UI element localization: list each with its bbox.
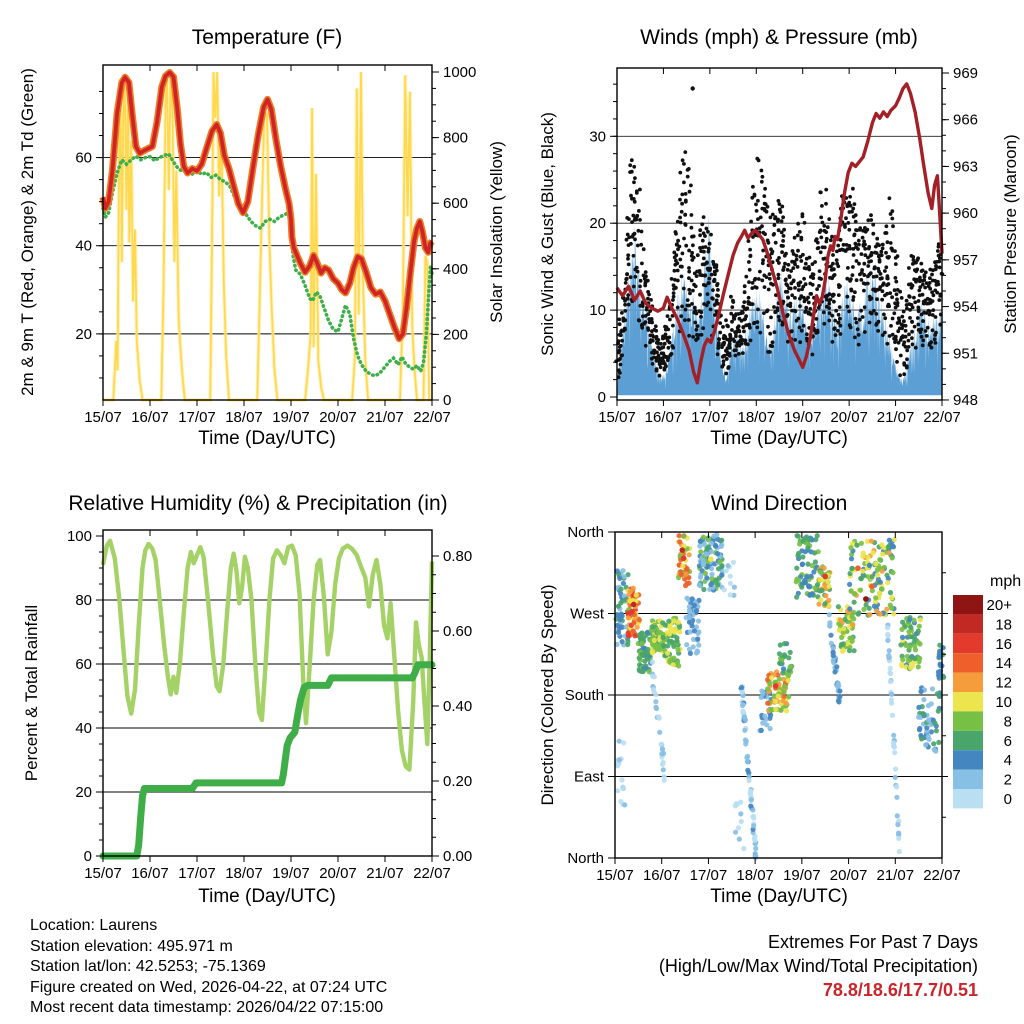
svg-text:10: 10 [589, 302, 606, 320]
figure-created-line: Figure created on Wed, 2026-04-22, at 07:24 UTC [30, 978, 388, 996]
svg-text:17/07: 17/07 [689, 867, 728, 884]
direction-xaxis-label: Time (Day/UTC) [710, 886, 848, 907]
svg-text:0.80: 0.80 [443, 548, 473, 565]
svg-text:0.60: 0.60 [443, 623, 473, 640]
svg-text:19/07: 19/07 [783, 409, 822, 426]
winds-xaxis-label: Time (Day/UTC) [710, 428, 848, 449]
svg-text:17/07: 17/07 [178, 865, 216, 882]
svg-text:20: 20 [75, 784, 92, 801]
winds-chart [589, 65, 978, 426]
svg-text:40: 40 [75, 720, 92, 737]
temperature-xaxis-label: Time (Day/UTC) [198, 428, 336, 449]
svg-text:12: 12 [995, 674, 1012, 692]
svg-text:0.00: 0.00 [443, 848, 473, 865]
svg-text:0: 0 [83, 848, 92, 865]
svg-text:0.20: 0.20 [443, 773, 473, 790]
svg-text:400: 400 [443, 260, 469, 278]
extremes-subtitle: (High/Low/Max Wind/Total Precipitation) [658, 956, 978, 976]
svg-text:17/07: 17/07 [691, 409, 729, 426]
humidity-chart [67, 528, 472, 882]
svg-text:957: 957 [953, 251, 979, 269]
svg-text:16/07: 16/07 [642, 867, 681, 884]
svg-text:20: 20 [75, 325, 92, 343]
svg-text:60: 60 [75, 149, 92, 167]
svg-text:30: 30 [589, 128, 606, 146]
svg-text:60: 60 [75, 656, 92, 673]
svg-text:21/07: 21/07 [366, 409, 404, 426]
winds-yaxis-right-label: Station Pressure (Maroon) [1001, 134, 1020, 334]
speed-colorbar [953, 573, 1021, 808]
humidity-xaxis-label: Time (Day/UTC) [198, 886, 336, 907]
svg-text:0.40: 0.40 [443, 698, 473, 715]
svg-text:West: West [570, 605, 604, 623]
station-latlon: Station lat/lon: 42.5253; -75.1369 [30, 958, 266, 975]
svg-text:18/07: 18/07 [737, 409, 776, 426]
svg-text:22/07: 22/07 [923, 867, 961, 884]
svg-text:22/07: 22/07 [413, 865, 451, 882]
svg-text:966: 966 [953, 111, 979, 129]
wind-direction-chart [565, 524, 961, 884]
svg-text:948: 948 [953, 391, 979, 409]
humidity-chart-title: Relative Humidity (%) & Precipitation (in) [68, 492, 448, 515]
extremes-values: 78.8/18.6/17.7/0.51 [822, 980, 978, 1000]
svg-text:16/07: 16/07 [644, 409, 683, 426]
svg-text:1000: 1000 [443, 64, 477, 81]
svg-text:20/07: 20/07 [319, 865, 357, 882]
svg-text:969: 969 [953, 65, 979, 82]
winds-chart-title: Winds (mph) & Pressure (mb) [640, 26, 918, 49]
svg-text:8: 8 [1003, 713, 1012, 731]
temperature-yaxis-left-label: 2m & 9m T (Red, Orange) & 2m Td (Green) [18, 68, 37, 396]
svg-text:East: East [573, 768, 604, 786]
svg-text:10: 10 [995, 694, 1012, 711]
temperature-chart [75, 64, 476, 426]
direction-yaxis-left-label: Direction (Colored By Speed) [538, 584, 557, 806]
svg-text:North: North [567, 524, 604, 541]
svg-text:4: 4 [1003, 752, 1012, 770]
svg-text:21/07: 21/07 [366, 865, 404, 882]
svg-text:South: South [564, 687, 604, 704]
svg-text:18/07: 18/07 [736, 867, 774, 884]
svg-text:600: 600 [443, 195, 469, 213]
svg-text:16: 16 [995, 635, 1012, 653]
svg-text:20/07: 20/07 [319, 409, 357, 426]
svg-text:mph: mph [990, 573, 1022, 590]
svg-text:14: 14 [995, 655, 1012, 673]
svg-text:22/07: 22/07 [413, 409, 451, 426]
svg-text:0: 0 [597, 389, 606, 406]
svg-text:963: 963 [953, 158, 979, 176]
svg-text:19/07: 19/07 [783, 867, 821, 884]
recent-timestamp-line: Most recent data timestamp: 2026/04/22 07:15:00 [30, 999, 384, 1016]
svg-text:15/07: 15/07 [598, 409, 636, 426]
svg-text:0: 0 [443, 392, 452, 409]
svg-text:21/07: 21/07 [876, 409, 915, 426]
svg-text:21/07: 21/07 [876, 867, 915, 884]
svg-text:15/07: 15/07 [84, 409, 122, 426]
svg-text:22/07: 22/07 [923, 409, 961, 426]
svg-text:15/07: 15/07 [596, 867, 634, 884]
temperature-chart-title: Temperature (F) [191, 26, 343, 49]
svg-text:20/07: 20/07 [830, 409, 868, 426]
svg-text:North: North [567, 850, 604, 867]
svg-text:40: 40 [75, 237, 92, 255]
svg-text:6: 6 [1003, 732, 1012, 750]
svg-text:80: 80 [75, 592, 92, 609]
svg-text:19/07: 19/07 [272, 409, 310, 426]
svg-text:19/07: 19/07 [272, 865, 310, 882]
station-location: Location: Laurens [30, 917, 158, 934]
svg-text:16/07: 16/07 [131, 865, 169, 882]
svg-text:17/07: 17/07 [178, 409, 216, 426]
svg-text:100: 100 [66, 528, 92, 545]
extremes-block [659, 930, 978, 1002]
svg-text:20+: 20+ [986, 597, 1012, 614]
svg-text:18: 18 [995, 616, 1012, 634]
station-elevation: Station elevation: 495.971 m [30, 937, 233, 955]
svg-text:20/07: 20/07 [829, 867, 868, 884]
svg-text:18/07: 18/07 [225, 409, 263, 426]
svg-text:800: 800 [443, 129, 469, 147]
winds-yaxis-left-label: Sonic Wind & Gust (Blue, Black) [538, 112, 557, 356]
svg-text:0: 0 [1003, 791, 1012, 808]
humidity-yaxis-left-label: Percent & Total Rainfall [22, 604, 41, 782]
svg-text:960: 960 [953, 205, 979, 223]
extremes-title: Extremes For Past 7 Days [767, 932, 978, 952]
svg-text:951: 951 [953, 345, 979, 363]
svg-text:18/07: 18/07 [225, 865, 263, 882]
station-info-block [30, 916, 387, 1019]
temperature-yaxis-right-label: Solar Insolation (Yellow) [487, 141, 506, 323]
svg-text:2: 2 [1003, 771, 1012, 789]
svg-text:15/07: 15/07 [84, 865, 122, 882]
svg-text:20: 20 [589, 215, 606, 233]
svg-text:16/07: 16/07 [131, 409, 169, 426]
direction-chart-title: Wind Direction [710, 492, 848, 515]
svg-text:200: 200 [443, 326, 469, 344]
svg-text:954: 954 [953, 298, 979, 316]
